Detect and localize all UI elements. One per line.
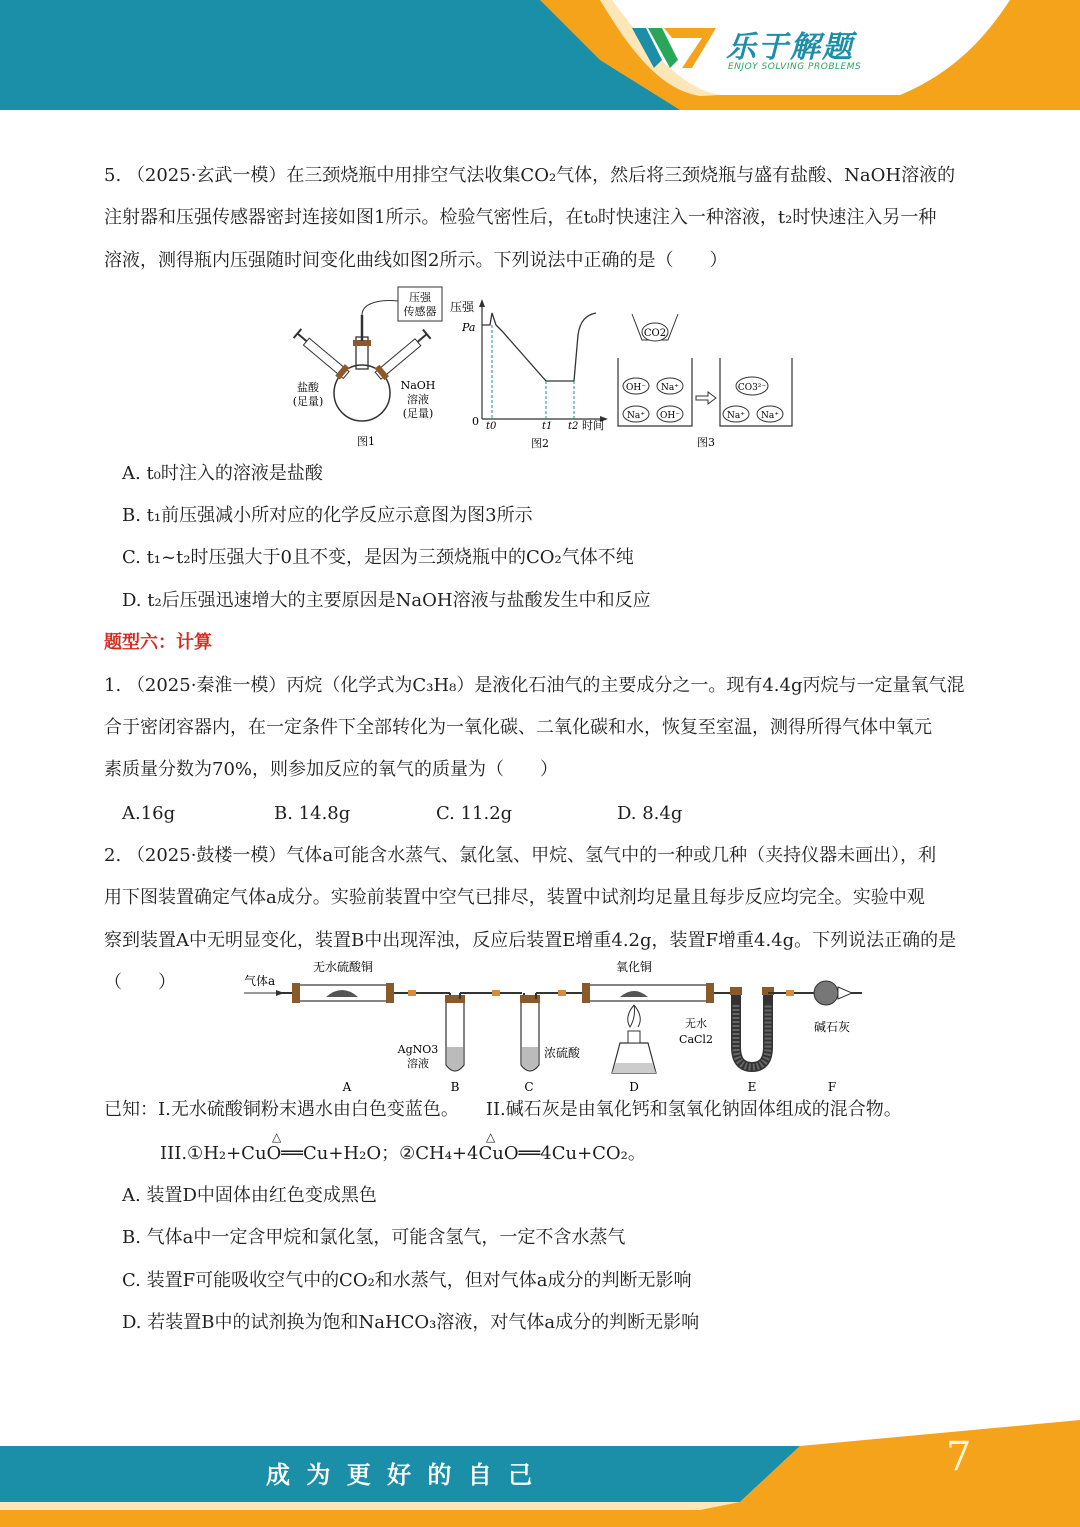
cuo-label: 氧化铜 [615,960,653,974]
label-f: F [827,1080,837,1094]
pa-label: Pa [462,321,476,334]
agno3-label-1: AgNO3 [397,1043,439,1056]
na-ion-1: Na⁺ [661,383,679,393]
c1-option-b[interactable]: B. 14.8g [274,803,351,824]
c2-stem-line2: 用下图装置确定气体a成分。实验前装置中空气已排尽，装置中试剂均足量且每步反应均完全。实验中观 [104,887,925,908]
label-a: A [342,1080,352,1094]
hcl-label-2: (足量) [292,395,324,408]
reaction-arrow-icon [696,392,716,404]
na-ion-4: Na⁺ [761,411,779,421]
q5-stem-line2: 注射器和压强传感器密封连接如图1所示。检验气密性后，在t₀时快速注入一种溶液，t₂时快速注入另一种 [104,207,937,228]
header-banner [0,0,1080,110]
t2-label: t2 [568,421,579,432]
figure-2-caption: 图2 [531,437,549,450]
footer-banner [0,1420,1080,1527]
page-number: 7 [946,1434,972,1480]
q5-stem-line1: 5. （2025·玄武一模）在三颈烧瓶中用排空气法收集CO₂气体，然后将三颈烧瓶与盛有盐酸、NaOH溶液的 [104,165,956,186]
c2-stem-line4: （ ） [104,972,176,993]
oh-ion-1: OH⁻ [626,383,646,393]
c2-option-b[interactable]: B. 气体a中一定含甲烷和氯化氢，可能含氢气，一定不含水蒸气 [122,1227,626,1248]
naoh-label-2: 溶液 [407,393,429,406]
q5-option-a[interactable]: A. t₀时注入的溶液是盐酸 [122,463,323,484]
hcl-label-1: 盐酸 [297,381,319,394]
na-ion-2: Na⁺ [627,411,645,421]
oh-ion-2: OH⁻ [660,411,680,421]
label-e: E [747,1080,757,1094]
figure-1-apparatus [280,285,460,455]
q5-option-d[interactable]: D. t₂后压强迅速增大的主要原因是NaOH溶液与盐酸发生中和反应 [122,590,651,611]
section-title: 题型六：计算 [104,632,212,653]
c2-option-c[interactable]: C. 装置F可能吸收空气中的CO₂和水蒸气，但对气体a成分的判断无影响 [122,1270,692,1291]
co3-ion: CO3²⁻ [737,383,767,393]
co2-molecule-label: CO2 [643,328,667,339]
na-ion-3: Na⁺ [727,411,745,421]
c1-option-a[interactable]: A.16g [122,803,176,824]
h2so4-label: 浓硫酸 [544,1046,581,1060]
agno3-label-2: 溶液 [407,1057,429,1070]
c1-stem-line2: 合于密闭容器内，在一定条件下全部转化为一氧化碳、二氧化碳和水，恢复至室温，测得所得气体中氧元 [104,717,932,738]
brand-subtitle: ENJOY SOLVING PROBLEMS [728,62,862,72]
c2-stem-line1: 2. （2025·鼓楼一模）气体a可能含水蒸气、氯化氢、甲烷、氢气中的一种或几种（夹持仪器未画出），利 [104,845,937,866]
cuso4-label: 无水硫酸铜 [312,960,374,974]
t0-label: t0 [486,421,497,432]
heat-symbol-2: △ [486,1130,496,1144]
sensor-label-2: 传感器 [403,305,437,318]
c2-option-a[interactable]: A. 装置D中固体由红色变成黑色 [122,1185,377,1206]
x-axis-label: 时间 [582,419,604,432]
q5-option-c[interactable]: C. t₁~t₂时压强大于0且不变，是因为三颈烧瓶中的CO₂气体不纯 [122,547,634,568]
t1-label: t1 [542,421,553,432]
q5-stem-line3: 溶液，测得瓶内压强随时间变化曲线如图2所示。下列说法中正确的是（ ） [104,250,728,271]
figure-3-caption: 图3 [697,436,715,449]
c1-stem-line1: 1. （2025·秦淮一模）丙烷（化学式为C₃H₈）是液化石油气的主要成分之一。现有4.4g丙烷与一定量氧气混 [104,675,965,696]
figure-3-particle-diagram [612,310,797,455]
footer-slogan: 成 为 更 好 的 自 己 [266,1461,537,1489]
known-info-1: 已知：I.无水硫酸铜粉末遇水由白色变蓝色。 II.碱石灰是由氧化钙和氢氧化钠固体组成的混合物。 [104,1099,902,1120]
naoh-label-1: NaOH [400,379,436,392]
figure-2-pressure-graph [446,295,616,455]
q5-option-b[interactable]: B. t₁前压强减小所对应的化学反应示意图为图3所示 [122,505,533,526]
experiment-apparatus [240,955,870,1100]
label-c: C [524,1080,534,1094]
gas-a-label: 气体a [244,974,276,988]
cacl2-label-1: 无水 [685,1017,707,1030]
c1-option-c[interactable]: C. 11.2g [436,803,513,824]
y-axis-label: 压强 [450,300,475,314]
sensor-label-1: 压强 [409,291,431,304]
logo-icon [632,24,716,70]
c2-stem-line3: 察到装置A中无明显变化，装置B中出现浑浊，反应后装置E增重4.2g，装置F增重4.4g。下列说法正确的是 [104,930,957,951]
cacl2-label-2: CaCl2 [679,1033,713,1046]
origin-label: 0 [472,415,479,428]
c1-stem-line3: 素质量分数为70%，则参加反应的氧气的质量为（ ） [104,759,559,780]
brand-title: 乐于解题 [726,30,854,65]
label-d: D [629,1080,639,1094]
figure-1-caption: 图1 [357,435,375,448]
c1-option-d[interactable]: D. 8.4g [617,803,683,824]
pressure-curve [482,313,596,381]
label-b: B [450,1080,460,1094]
heat-symbol-1: △ [272,1130,282,1144]
known-info-2: III.①H₂+CuO══Cu+H₂O；②CH₄+4CuO══4Cu+CO₂。 [160,1143,646,1164]
naoh-label-3: (足量) [402,407,434,420]
soda-lime-label: 碱石灰 [813,1020,851,1034]
c2-option-d[interactable]: D. 若装置B中的试剂换为饱和NaHCO₃溶液，对气体a成分的判断无影响 [122,1312,700,1333]
